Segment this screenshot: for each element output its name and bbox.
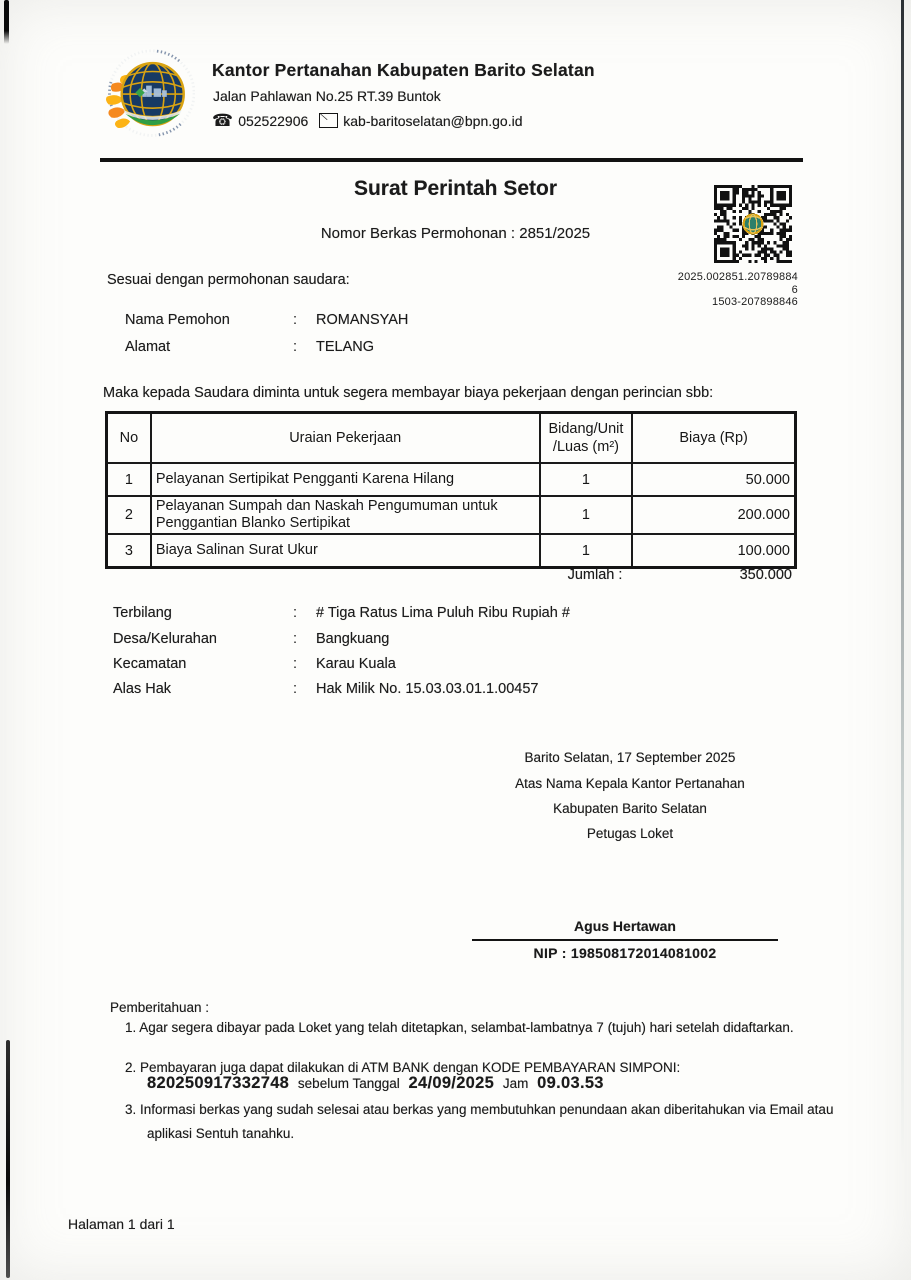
total-value: 350.000 [739,567,792,583]
row-no: 3 [107,534,151,568]
total-label: Jumlah : [567,567,623,583]
applicant-address-label: Alamat [125,339,171,355]
notice-item-1: 1. Agar segera dibayar pada Loket yang telah ditetapkan, selambat-lambatnya 7 (tujuh) hari setelah didaftarkan. [125,1020,794,1035]
row-cost: 50.000 [632,463,795,496]
colon: : [293,681,298,697]
phone-icon: ☎ [212,111,234,130]
qr-code [714,185,792,263]
row-desc: Biaya Salinan Surat Ukur [151,534,540,568]
scan-artifact-right [901,0,904,1165]
signature-on-behalf: Atas Nama Kepala Kantor Pertanahan [515,776,745,791]
row-unit: 1 [540,463,633,496]
colon: : [293,656,298,672]
detail-value: Karau Kuala [316,656,396,672]
qr-code-numbers [590,271,798,309]
colon: : [293,605,298,621]
row-unit: 1 [540,496,633,534]
row-unit: 1 [540,534,633,568]
signature-underline [472,939,778,941]
applicant-address-value: TELANG [316,339,375,355]
header-no: No [107,413,151,464]
header-bidang [540,413,633,464]
signature-role: Petugas Loket [586,826,674,841]
header-biaya: Biaya (Rp) [632,413,795,464]
document-subtitle: Nomor Berkas Permohonan : 2851/2025 [320,225,591,242]
office-phone: 052522906 [238,112,309,129]
colon: : [293,339,298,355]
signer-name: Agus Hertawan [574,918,676,934]
office-address: Jalan Pahlawan No.25 RT.39 Buntok [213,88,441,104]
row-desc: Pelayanan Sertipikat Pengganti Karena Hilang [151,463,540,496]
signer-nip: NIP : 198508172014081002 [533,945,717,961]
header-bidang-line1: Bidang/Unit [548,421,624,437]
detail-label: Terbilang [113,605,172,621]
row-no: 1 [107,463,151,496]
payment-code-line [147,1074,604,1093]
signature-place-date: Barito Selatan, 17 September 2025 [524,750,736,765]
detail-value: Hak Milik No. 15.03.03.01.1.00457 [316,681,539,697]
notice-item-3: 3. Informasi berkas yang sudah selesai atau berkas yang membutuhkan penundaan akan diberitahukan via Email atau aplikasi Sentuh tanahku. [125,1102,834,1141]
row-desc: Pelayanan Sumpah dan Naskah Pengumuman untuk Penggantian Blanko Sertipikat [151,496,540,534]
header-bidang-line2: /Luas (m²) [552,439,619,455]
applicant-name-value: ROMANSYAH [316,312,409,328]
scan-artifact-left-bottom [6,1040,10,1278]
page-number: Halaman 1 dari 1 [68,1216,175,1232]
signature-office: Kabupaten Barito Selatan [553,801,707,816]
row-cost: 100.000 [632,534,795,568]
cost-table [105,411,797,569]
envelope-icon [319,113,338,128]
table-row [107,463,796,496]
cost-table-header-row [107,413,796,464]
header-divider [100,158,803,162]
detail-value: # Tiga Ratus Lima Puluh Ribu Rupiah # [316,605,570,621]
office-contact-line [212,112,522,129]
office-name: Kantor Pertanahan Kabupaten Barito Selatan [212,60,595,80]
notice-item-2: 2. Pembayaran juga dapat dilakukan di ATM BANK dengan KODE PEMBAYARAN SIMPONI: [125,1060,681,1075]
deadline-time: 09.03.53 [537,1074,604,1092]
table-row [107,496,796,534]
office-email: kab-baritoselatan@bpn.go.id [343,112,523,129]
row-no: 2 [107,496,151,534]
payment-instruction-line: Maka kepada Saudara diminta untuk segera membayar biaya pekerjaan dengan perincian sbb: [103,385,714,401]
qr-number-line2: 6 [791,283,798,296]
detail-label: Desa/Kelurahan [113,631,217,647]
time-label: Jam [502,1076,529,1091]
bpn-ministry-logo-icon [101,48,195,142]
simponi-payment-code: 820250917332748 [147,1074,290,1092]
qr-number-line1: 2025.002851.20789884 [677,271,798,283]
table-row [107,534,796,568]
header-uraian: Uraian Pekerjaan [151,413,540,464]
colon: : [293,312,298,328]
applicant-name-label: Nama Pemohon [125,312,230,328]
notices-heading: Pemberitahuan : [110,1000,210,1015]
detail-label: Kecamatan [113,656,187,672]
scan-artifact-left-top [4,0,9,44]
before-date-label: sebelum Tanggal [297,1076,400,1091]
row-cost: 200.000 [632,496,795,534]
qr-number-line3: 1503-207898846 [712,296,798,308]
intro-line: Sesuai dengan permohonan saudara: [107,272,350,288]
colon: : [293,631,298,647]
document-title: Surat Perintah Setor [353,177,558,200]
deadline-date: 24/09/2025 [408,1074,495,1092]
detail-value: Bangkuang [316,631,390,647]
detail-label: Alas Hak [113,681,172,697]
